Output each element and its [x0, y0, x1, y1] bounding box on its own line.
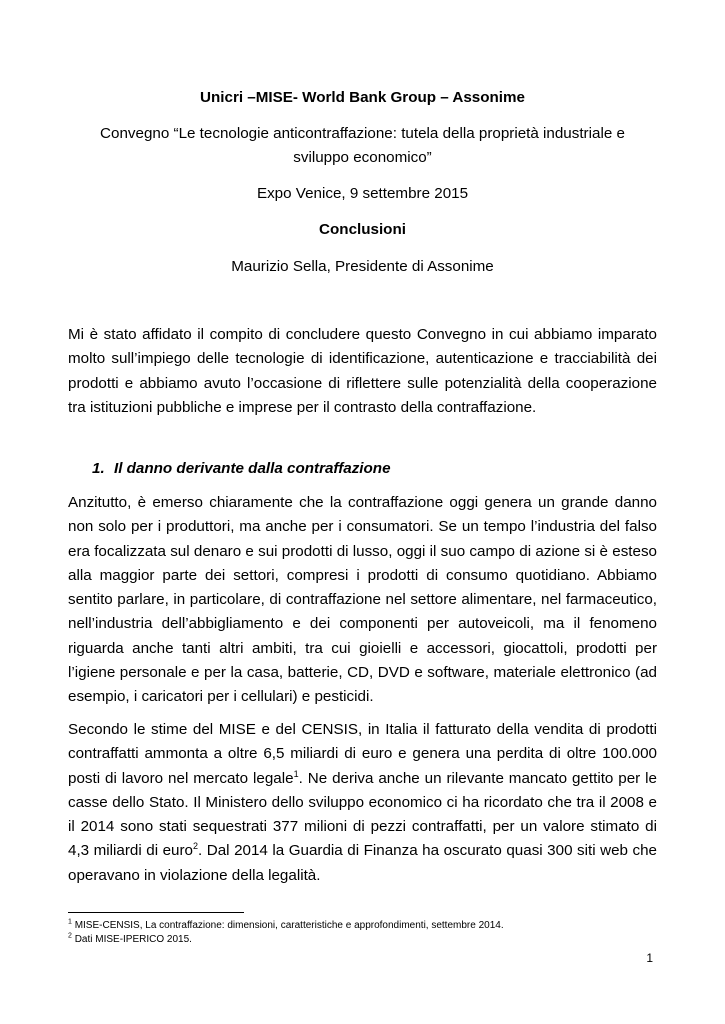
- footnote-ref-1: 1: [293, 768, 299, 779]
- footnote-1-number: 1: [68, 918, 72, 926]
- conference-title-line-1: Convegno “Le tecnologie anticontraffazione: tutela della proprietà industriale e: [100, 125, 625, 142]
- section-number: 1.: [92, 460, 105, 477]
- footnote-2-text: Dati MISE-IPERICO 2015.: [74, 934, 192, 945]
- footnote-1-text: MISE-CENSIS, La contraffazione: dimensioni, caratteristiche e approfondimenti, settembre 2014.: [74, 920, 504, 931]
- footnote-ref-2: 2: [193, 841, 199, 852]
- page-number: 1: [646, 951, 653, 965]
- conference-title-line-2: sviluppo economico”: [293, 149, 432, 166]
- footnote-separator: [68, 912, 244, 913]
- document-title: Unicri –MISE- World Bank Group – Assonime: [200, 89, 525, 106]
- paragraph-1: Anzitutto, è emerso chiaramente che la contraffazione oggi genera un grande danno non solo per i produttori, ma anche per i consumatori. Se un tempo l’industria del falso era focalizzata sul denaro e sui prodotti di lusso, oggi il suo campo di azione si è esteso alla maggior parte dei settori, compresi i prodotti di consumo quotidiano. Abbiamo sentito parlare, in particolare, di contraffazione nel settore alimentare, nel farmaceutico, nell’industria dell’abbigliamento e dei componenti per autoveicoli, ma il fenomeno riguarda anche tanti altri ambiti, tra cui gioielli e accessori, giocattoli, prodotti per l’igiene personale e per la casa, batterie, CD, DVD e software, materiale elettronico (ad esempio, i caricatori per i cellulari) e pesticidi.: [68, 494, 657, 706]
- intro-paragraph: Mi è stato affidato il compito di concludere questo Convegno in cui abbiamo imparato molto sull’impiego delle tecnologie di identificazione, autenticazione e tracciabilità dei prodotti e abbiamo avuto l’occasione di riflettere sulle potenzialità della cooperazione tra istituzioni pubbliche e imprese per il contrasto della contraffazione.: [68, 326, 657, 416]
- footnote-2-number: 2: [68, 932, 72, 940]
- author-line: Maurizio Sella, Presidente di Assonime: [231, 258, 494, 275]
- section-heading: [92, 457, 391, 481]
- footnote-2: [68, 933, 192, 946]
- footnote-1: [68, 919, 504, 932]
- section-title: Conclusioni: [319, 221, 406, 238]
- paragraph-2-part-2: . Ne deriva anche un rilevante mancato gettito per le casse dello Stato. Il Ministero dello sviluppo economico ci ha ricordato che tra il 2008 e il 2014 sono stati sequestrati 377 milioni di pezzi contraffatti, per un valore stimato di 4,3 miliardi di euro: [68, 769, 657, 860]
- paragraph-2: [68, 718, 657, 888]
- paragraph-2-part-3: . Dal 2014 la Guardia di Finanza ha oscurato quasi 300 siti web che operavano in violazione della legalità.: [68, 842, 657, 884]
- paragraph-2-part-1: Secondo le stime del MISE e del CENSIS, in Italia il fatturato della vendita di prodotti contraffatti ammonta a oltre 6,5 miliardi di euro e genera una perdita di oltre 100.000 posti di lavoro nel mercato legale: [68, 721, 657, 787]
- event-date: Expo Venice, 9 settembre 2015: [256, 185, 469, 202]
- conference-title: [68, 122, 657, 170]
- section-heading-text: Il danno derivante dalla contraffazione: [114, 460, 391, 477]
